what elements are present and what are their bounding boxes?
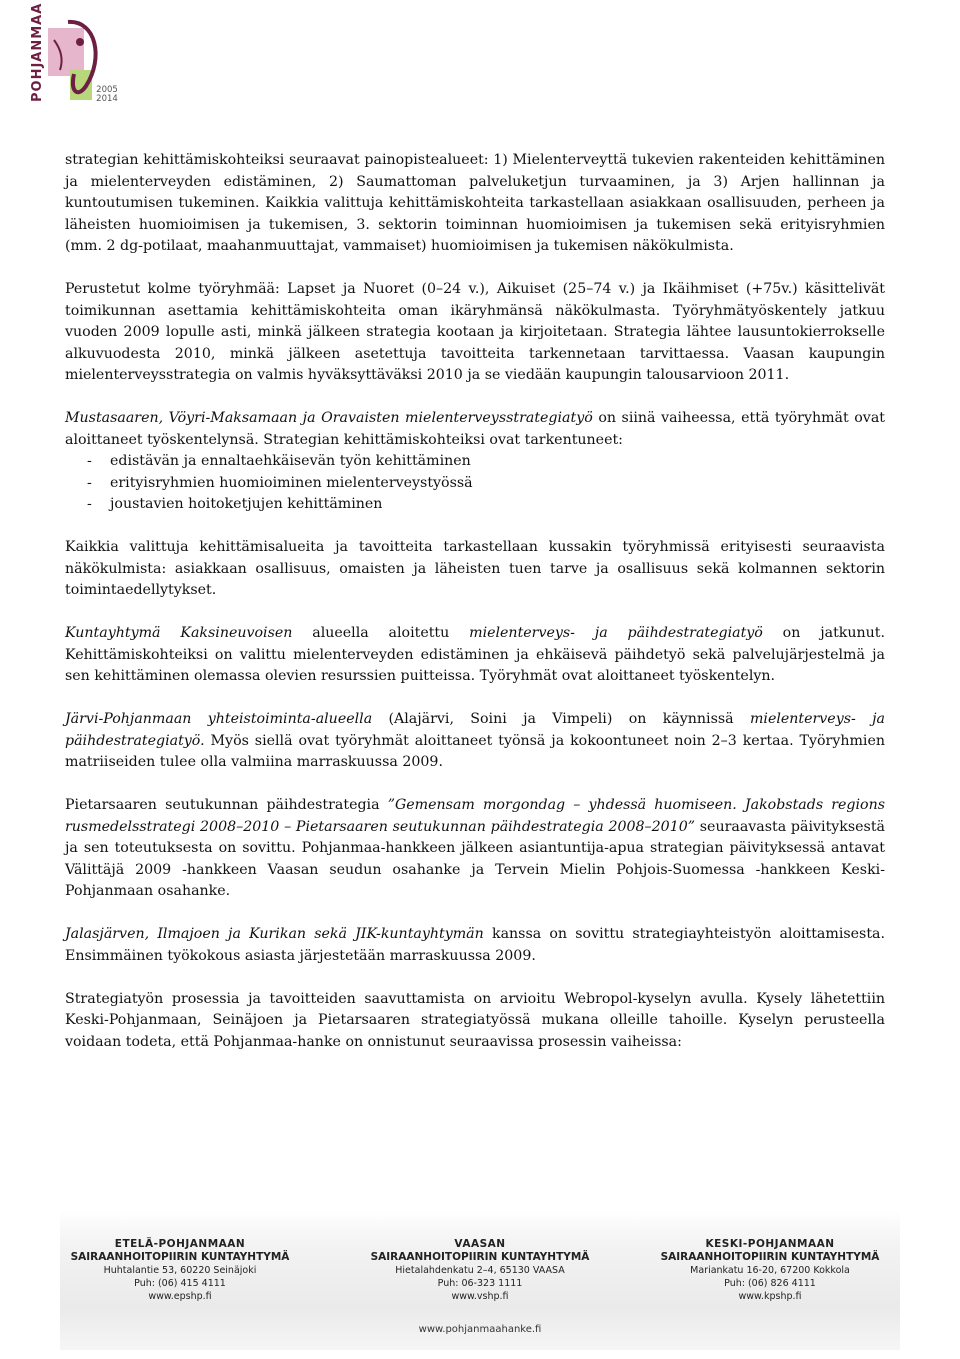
list-item: - edistävän ja ennaltaehkäisevän työn kehittäminen — [110, 451, 885, 473]
paragraph-mustasaari — [65, 408, 885, 451]
jalasjarvi-text: kanssa on sovittu strategiayhteistyön aloittamisesta. Ensimmäinen työkokous asiasta järjestetään marraskuussa 2009. — [65, 926, 885, 964]
logo-wordmark-left: POHJANMAA — [30, 2, 45, 102]
jarvi-italic-2: mielenterveys- ja päihdestrategiatyö. — [65, 711, 885, 749]
kaksineuvoinen-italic-1: Kuntayhtymä Kaksineuvoisen — [65, 625, 293, 641]
paragraph-strategy-intro: strategian kehittämiskohteiksi seuraavat painopistealueet: 1) Mielenterveyttä tukevien rakenteiden kehittäminen ja mielenterveyden edistäminen, 2) Saumattoman palveluketjun turvaaminen, ja 3) Arjen hallinnan ja kuntoutumisen tukeminen. Kaikkia valittuja kehittämiskohteita tarkastellaan asiakkaan osallisuuden, perheen ja läheisten huomioimisen ja tukemisen, 3. sektorin toiminnan huomioimisen ja tukemisen sekä erityisryhmien (mm. 2 dg-potilaat, maahanmuuttajat, vammaiset) huomioimisen ja tukemisen näkökulmista. — [65, 152, 885, 254]
paragraph-workgroups: Perustetut kolme työryhmää: Lapset ja Nuoret (0–24 v.), Aikuiset (25–74 v.) ja Ikäihmiset (+75v.) käsittelivät toimikunnan asettamia kehittämiskohteita oman ikäryhmänsä näkökulmasta. Työryhmätyöskentely jatkuu vuoden 2009 lopulle asti, minkä jälkeen strategia kootaan ja kirjoitetaan. Strategia lähtee lausuntokierrokselle alkuvuodesta 2010, minkä jälkeen asetettuja tavoitteita tarkennetaan tarvittaessa. Vaasan kaupungin mielenterveysstrategia on valmis hyväksyttäväksi 2010 ja se viedään kaupungin talousarvioon 2011. — [65, 281, 885, 383]
footer-banner — [60, 1210, 900, 1350]
paragraph-pietarsaari — [65, 795, 885, 903]
mustasaari-italic: Mustasaaren, Vöyri-Maksamaan ja Oravaisten mielenterveysstrategiatyö — [65, 410, 593, 426]
jarvi-italic-1: Järvi-Pohjanmaan yhteistoiminta-alueella — [65, 711, 373, 727]
paragraph-kaksineuvoinen — [65, 623, 885, 688]
list-item: - erityisryhmien huomioiminen mielenterveystyössä — [110, 473, 885, 495]
office-vaasa: VAASAN SAIRAANHOITOPIIRIN KUNTAYHTYMÄ Hietalahdenkatu 2–4, 65130 VAASA Puh: 06-323 1111 www.vshp.fi — [370, 1238, 590, 1302]
document-body — [65, 150, 885, 1075]
paragraph-jarvi-pohjanmaa — [65, 709, 885, 774]
list-item: - joustavien hoitoketjujen kehittäminen — [110, 494, 885, 516]
focus-list — [110, 451, 885, 516]
jarvi-text-1: (Alajärvi, Soini ja Vimpeli) on käynnissä — [372, 711, 750, 727]
paragraph-webropol: Strategiatyön prosessia ja tavoitteiden saavuttamista on arvioitu Webropol-kyselyn avulla. Kysely lähetettiin Keski-Pohjanmaan, Seinäjoen ja Pietarsaaren strategiatyössä mukana olleille tahoille. Kyselyn perusteella voidaan todeta, että Pohjanmaa-hanke on onnistunut seuraavissa prosessin vaiheissa: — [65, 990, 885, 1050]
mustasaari-text: on siinä vaiheessa, että työryhmät ovat aloittaneet työskentelynsä. Strategian kehittämiskohteiksi ovat tarkentuneet: — [65, 410, 885, 448]
jarvi-text-2: Myös siellä ovat työryhmät aloittaneet työnsä ja kokoontuneet noin 2–3 kertaa. Työryhmien matriiseiden tulee olla valmiina marraskuussa 2009. — [65, 732, 885, 770]
pietarsaari-text-1: Pietarsaaren seutukunnan päihdestrategia — [65, 797, 388, 813]
kaksineuvoinen-italic-2: mielenterveys- ja päihdestrategiatyö — [469, 625, 763, 641]
footer-website[interactable]: www.pohjanmaahanke.fi — [418, 1324, 542, 1335]
kaksineuvoinen-text-1: alueella aloitettu — [292, 625, 470, 641]
pietarsaari-text-2: seuraavasta päivityksestä ja sen toteutuksesta on sovittu. Pohjanmaa-hankkeen jälkeen asiantuntija-apua strategian päivityksessä antavat Välittäjä 2009 -hankkeen Vaasan seudun osahanke ja Tervein Mielin Pohjois-Suomessa -hankkeen Keski-Pohjanmaan osahanke. — [65, 818, 885, 899]
kaksineuvoinen-text-2: on jatkunut. Kehittämiskohteiksi on valittu mielenterveyden edistäminen ja ehkäisevä päihdetyö sekä palvelujärjestelmä ja sen kehittäminen olemassa olevien resurssien puitteissa. Työryhmät ovat aloittaneet työskentelyn. — [65, 625, 885, 684]
pietarsaari-italic: ”Gemensam morgondag – yhdessä huomiseen. Jakobstads regions rusmedelsstrategi 2008–2010 – Pietarsaaren seutukunnan päihdestrategia 2008–2010” — [65, 797, 885, 835]
office-keski-pohjanmaa: KESKI-POHJANMAAN SAIRAANHOITOPIIRIN KUNTAYHTYMÄ Mariankatu 16-20, 67200 Kokkola Puh: (06) 826 4111 www.kpshp.fi — [660, 1238, 880, 1302]
jalasjarvi-italic: Jalasjärven, Ilmajoen ja Kurikan sekä JIK-kuntayhtymän — [65, 926, 484, 942]
paragraph-kaikkia: Kaikkia valittuja kehittämisalueita ja tavoitteita tarkastellaan kussakin työryhmissä erityisesti seuraavista näkökulmista: asiakkaan osallisuus, omaisten ja läheisten tuen tarve ja osallisuus sekä kolmannen sektorin toimintaedellytykset. — [65, 539, 885, 598]
paragraph-jalasjarvi — [65, 924, 885, 967]
office-etela-pohjanmaa: ETELÄ-POHJANMAAN SAIRAANHOITOPIIRIN KUNTAYHTYMÄ Huhtalantie 53, 60220 Seinäjoki Puh: (06) 415 4111 www.epshp.fi — [70, 1238, 290, 1302]
logo-years: 2005 2014 — [96, 85, 118, 104]
pohjanmaa-hanke-logo — [8, 0, 118, 110]
